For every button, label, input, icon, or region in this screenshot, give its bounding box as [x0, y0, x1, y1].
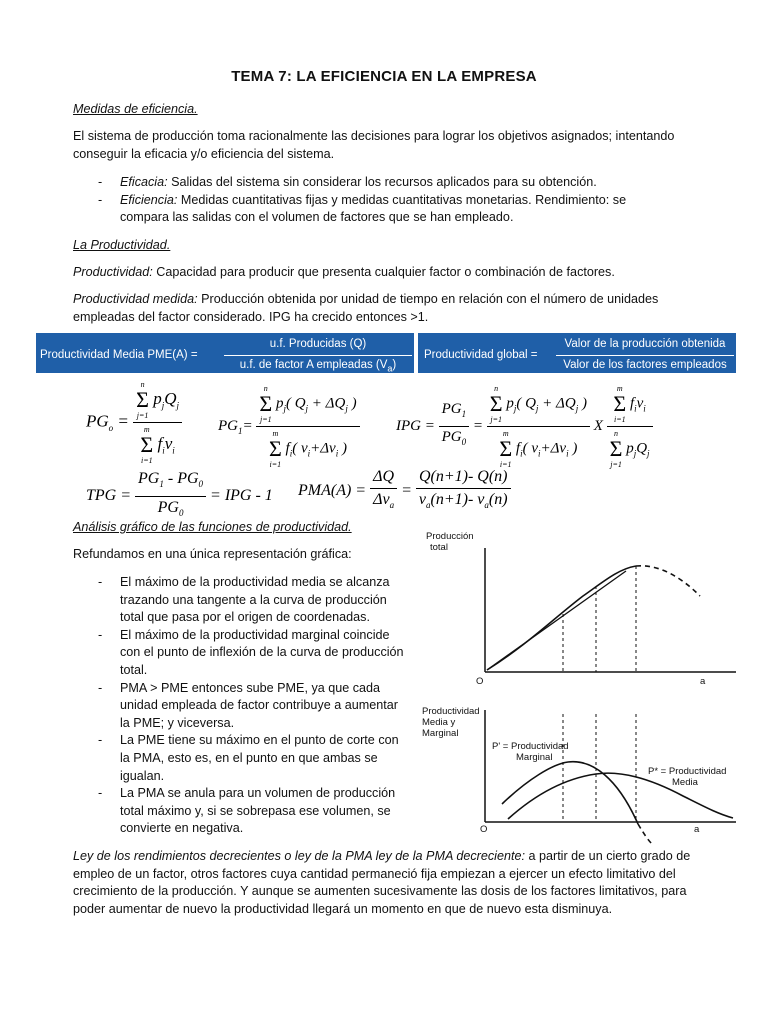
equation-tpg: TPG = $\frac{PG_1 - PG_0}{PG_0}$ = IPG - 1	[86, 470, 273, 518]
bottom-x-label: a	[694, 824, 700, 835]
pg-fraction: Valor de la producción obtenida Valor de los factores empleados	[556, 336, 734, 374]
marginal-label-1: P' = Productividad	[492, 741, 569, 752]
paragraph-ley-rendimientos: Ley de los rendimientos decrecientes o ley de la PMA ley de la PMA decreciente: a partir de un cierto grado de empleo de un factor, otros factores cuya cantidad permaneció fija empiezan a ejercer un efecto limitativo del crecimiento de la producción. Y aunque se aumenten sucesivamente las dosis de los factores limitativos, para poder aumentar de nuevo la productividad llegará un momento en que de nuevo esta disminuya.	[73, 849, 691, 916]
paragraph-refundamos: Refundamos en una única representación gráfica:	[73, 547, 352, 561]
banner-pg-formula: Productividad global = Valor de la producción obtenida Valor de los factores empleados	[418, 333, 736, 373]
list-item: - Eficiencia: Medidas cuantitativas fijas y medidas cuantitativas monetarias. Rendimiento: se compara las salidas con el volumen de factores que se han empleado.	[96, 192, 676, 227]
list-item: - Eficacia: Salidas del sistema sin considerar los recursos aplicados para su obtención.	[96, 174, 676, 192]
list-item: - El máximo de la productividad marginal coincide con el punto de inflexión de la curva de producción total.	[96, 627, 408, 680]
list-item: - La PME tiene su máximo en el punto de corte con la PMA, esto es, en el punto en que ambas se igualan.	[96, 732, 408, 785]
banner-pme-formula: Productividad Media PME(A) = u.f. Producidas (Q) u.f. de factor A empleadas $(V_a)$	[36, 333, 414, 373]
paragraph-productividad-medida: Productividad medida: Producción obtenida por unidad de tiempo en relación con el número de unidades empleadas del factor considerado. IPG ha crecido entonces >1.	[73, 292, 659, 324]
list-item: - El máximo de la productividad media se alcanza trazando una tangente a la curva de producción total que pasa por el origen de coordenadas.	[96, 574, 408, 627]
productivity-graph	[418, 524, 748, 844]
bottom-origin-label: O	[480, 824, 488, 835]
marginal-productivity-curve	[502, 762, 638, 824]
top-origin-label: O	[476, 676, 484, 687]
paragraph-productividad: Productividad: Capacidad para producir que presenta cualquier factor o combinación de factores.	[73, 265, 615, 279]
average-label-2: Media	[672, 777, 698, 788]
pme-fraction: u.f. Producidas (Q) u.f. de factor A empleadas $(V_a)$	[224, 336, 412, 377]
list-item: - La PMA se anula para un volumen de producción total máximo y, si se sobrepasa ese volumen, se convierte en negativa.	[96, 785, 408, 838]
total-production-curve-decline	[636, 566, 700, 596]
section-heading-eficiencia: Medidas de eficiencia.	[73, 102, 198, 116]
top-ylabel-1: Producción	[426, 531, 474, 542]
section-heading-analisis: Análisis gráfico de las funciones de productividad.	[73, 520, 352, 534]
bottom-ylabel-1: Productividad	[422, 706, 480, 717]
list-analisis	[96, 574, 408, 838]
top-x-label: a	[700, 676, 706, 687]
average-label-1: P* = Productividad	[648, 766, 727, 777]
equation-pg0: $PG_o$ = n Σ j=1 $p_jQ_j$ m Σ i=1 $f_iv_i$	[86, 380, 182, 465]
bottom-ylabel-2: Media y	[422, 717, 456, 728]
top-ylabel-2: total	[430, 542, 448, 553]
tangent-line	[487, 571, 626, 670]
average-productivity-curve	[508, 773, 733, 819]
list-eficiencia	[96, 174, 676, 227]
equation-pg1: $PG_1=$ n Σ j=1 $p_j$( $Q_j + \Delta Q_j$ ) m Σ i=1 $f_i$( $v_i+\Delta v_i$ )	[218, 384, 360, 469]
bottom-ylabel-3: Marginal	[422, 728, 459, 739]
marginal-label-2: Marginal	[516, 752, 553, 763]
marginal-productivity-negative	[638, 824, 652, 844]
paragraph-intro: El sistema de producción toma racionalmente las decisiones para lograr los objetivos asignados; intentando conseguir la eficacia y/o eficiencia del sistema.	[73, 129, 675, 161]
page-title: TEMA 7: LA EFICIENCIA EN LA EMPRESA	[231, 68, 537, 85]
equation-ipg: IPG = $\frac{PG_1}{PG_0}$ = n Σ j=1 $p_j$( $Q_j + \Delta Q_j$ ) m Σ i=1 $f_i$( $v_i+\Delta v_i$ ) X m Σ i=1 $f_iv_i$ n Σ j=1 $p_jQ_j$	[396, 384, 653, 469]
section-heading-productividad: La Productividad.	[73, 238, 171, 252]
equation-pma: PMA(A) = ΔQ $\Delta v_a$ = $\frac{Q(n+1)- Q(n)}{v_a(n+1)- v_a(n)}$	[298, 468, 511, 514]
list-item: - PMA > PME entonces sube PME, ya que cada unidad empleada de factor contribuye a aumentar la PME; y viceversa.	[96, 680, 408, 733]
